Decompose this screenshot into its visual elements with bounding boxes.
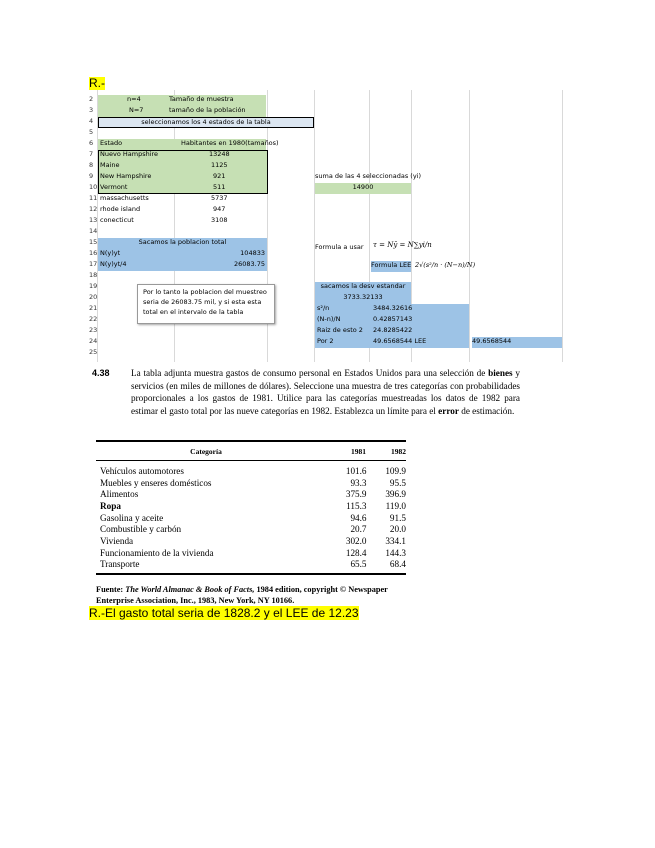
- row-number: 18: [89, 271, 98, 279]
- n-label: n=4: [127, 95, 141, 103]
- note-box: Por lo tanto la poblacion del muestreo seria de 26083.75 mil, y si esta esta total en el intervalo de la tabla: [137, 284, 275, 324]
- row-number: 24: [89, 337, 98, 345]
- row-number: 21: [89, 304, 98, 312]
- state-name: Vermont: [100, 183, 128, 191]
- spreadsheet-capture: [89, 90, 563, 362]
- table-row: Vivienda 302.0 334.1: [100, 535, 406, 546]
- state-value: 5737: [211, 194, 228, 202]
- state-value: 511: [213, 183, 226, 191]
- desv-header: sacamos la desv estandar: [315, 282, 411, 293]
- state-value: 13248: [209, 150, 230, 158]
- row-number: 12: [89, 205, 98, 213]
- problem-text: La tabla adjunta muestra gastos de consumo personal en Estados Unidos para una selección de bienes y servicios (en miles de millones de dólares). Seleccione una muestra de tres categorías con probabilidades proporcionales a los gastos de 1981. Utilice para las categorías muestreadas los datos de 1982 para estimar el gasto total por las nueve categorías en 1982. Establezca un límite para el error de estimación.: [131, 368, 521, 416]
- stat-label: s²/n: [317, 304, 330, 312]
- table-row: Ropa 115.3 119.0: [100, 500, 406, 511]
- state-name: rhode island: [100, 205, 141, 213]
- state-name: Maine: [100, 161, 120, 169]
- row-number: 9: [89, 172, 94, 180]
- table-row: Funcionamiento de la vivienda 128.4 144.3: [100, 547, 406, 558]
- sum-label: suma de las 4 seleccionadas (yi): [315, 172, 422, 180]
- table-row: Combustible y carbón 20.7 20.0: [100, 524, 406, 535]
- stat-value: 0.42857143: [373, 315, 413, 323]
- table-row: Gasolina y aceite 94.6 91.5: [100, 512, 406, 523]
- row-number: 15: [89, 238, 98, 246]
- row-number: 13: [89, 216, 98, 224]
- n-desc: Tamaño de muestra: [169, 95, 234, 103]
- row-number: 25: [89, 348, 98, 356]
- row-number: 2: [89, 95, 94, 103]
- col-categoria: Categoría: [190, 446, 222, 456]
- N-desc: tamaño de la población: [169, 106, 246, 114]
- table-row: Transporte 65.5 68.4: [100, 559, 406, 570]
- row-number: 3: [89, 106, 94, 114]
- col-1982: 1982: [391, 446, 406, 456]
- answer-bottom: R.-El gasto total seria de 1828.2 y el LEE de 12.23: [89, 606, 359, 620]
- row-number: 4: [89, 117, 94, 125]
- desv-value: 3733.32133: [315, 293, 411, 304]
- table-row: Alimentos 375.9 396.9: [100, 489, 406, 500]
- stat-extra: 49.6568544: [472, 337, 562, 348]
- stat-value: 3484.32616: [373, 304, 413, 312]
- stat-label: Por 2: [317, 337, 334, 345]
- lee-formula: 2√(s²/n · (N−n)/N): [415, 261, 476, 269]
- select-banner: seleccionamos los 4 estados de la tabla: [98, 117, 314, 128]
- row-number: 17: [89, 260, 98, 268]
- row-number: 10: [89, 183, 98, 191]
- row-number: 22: [89, 315, 98, 323]
- table-header: [96, 442, 406, 460]
- state-value: 947: [213, 205, 226, 213]
- stat-label: (N-n)/N: [317, 315, 341, 323]
- table-row: Vehículos automotores 101.6 109.9: [100, 465, 406, 476]
- state-value: 3108: [211, 216, 228, 224]
- formula-expression: τ = Nȳ = N∑yi/n: [373, 241, 432, 249]
- row-number: 11: [89, 194, 98, 202]
- stat-value: 24.8285422: [373, 326, 413, 334]
- problem-statement: [92, 367, 520, 417]
- pop-total-header: Sacamos la poblacion total: [98, 238, 267, 249]
- ny-value: 104833: [240, 249, 265, 257]
- state-value: 921: [213, 172, 226, 180]
- row-number: 19: [89, 282, 98, 290]
- sum-value: 14900: [315, 183, 411, 194]
- state-name: conecticut: [100, 216, 134, 224]
- formula-label: Formula a usar: [315, 243, 364, 251]
- stat-label: Raiz de esto 2: [317, 326, 363, 334]
- state-name: New Hampshire: [100, 172, 152, 180]
- col-estado: Estado: [100, 139, 123, 147]
- table-row: Muebles y enseres domésticos 93.3 95.5: [100, 477, 406, 488]
- ny2-label: N(y)yt/4: [100, 260, 127, 268]
- row-number: 7: [89, 150, 94, 158]
- state-value: 1125: [211, 161, 228, 169]
- stat-value: 49.6568544 LEE: [373, 337, 427, 345]
- lee-label: Formula LEE: [371, 261, 411, 272]
- row-number: 20: [89, 293, 98, 301]
- row-number: 23: [89, 326, 98, 334]
- state-name: Nuevo Hampshire: [100, 150, 159, 158]
- ny2-value: 26083.75: [233, 260, 265, 268]
- state-name: massachusetts: [100, 194, 149, 202]
- N-label: N=7: [129, 106, 144, 114]
- col-habitantes: Habitantes en 1980(tamaños): [181, 139, 279, 147]
- answer-prefix-top: R.-: [89, 76, 105, 90]
- expenditure-table: [96, 440, 406, 575]
- problem-number: 4.38: [92, 368, 110, 378]
- row-number: 5: [89, 128, 94, 136]
- row-number: 14: [89, 227, 98, 235]
- row-number: 6: [89, 139, 94, 147]
- ny-label: N(y)yt: [100, 249, 121, 257]
- row-number: 16: [89, 249, 98, 257]
- row-number: 8: [89, 161, 94, 169]
- col-1981: 1981: [351, 446, 366, 456]
- table-source: Fuente: The World Almanac & Book of Facts, 1984 edition, copyright © Newspaper Enterprise Association, Inc., 1983, New York, NY 10166.: [96, 585, 388, 605]
